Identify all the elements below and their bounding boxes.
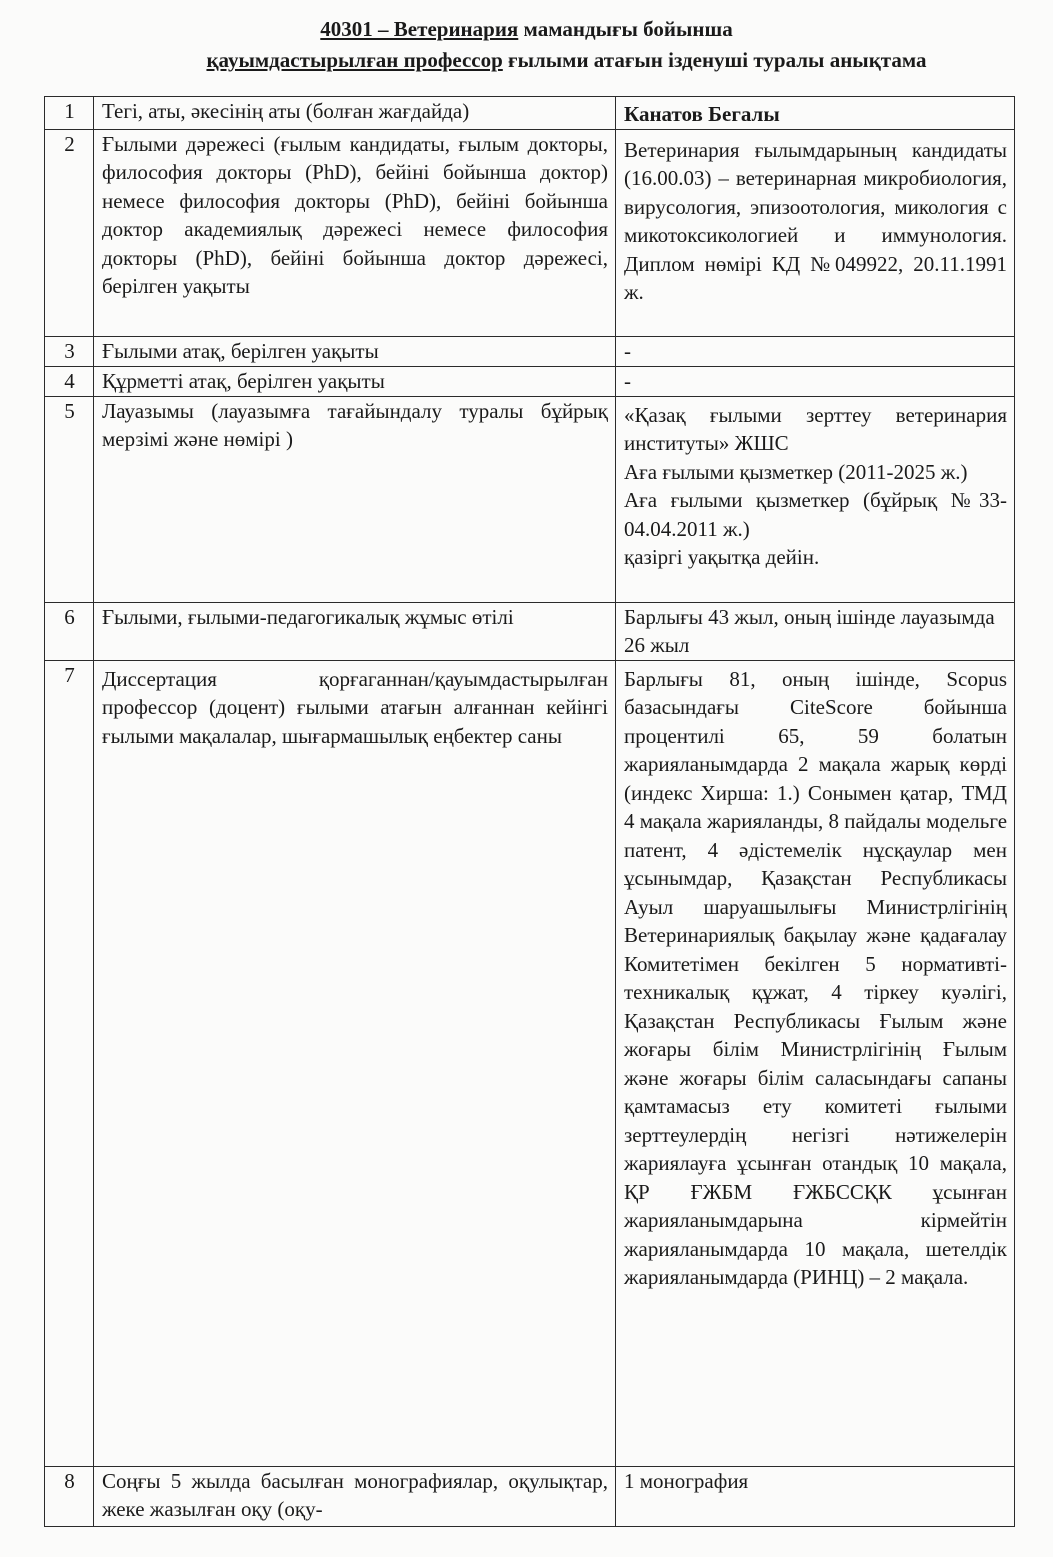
row-number: 4 [45,366,94,396]
row-value: Канатов Бегалы [616,97,1015,130]
table-row [45,1466,1015,1526]
row-value: Барлығы 81, оның ішінде, Scopus базасындағы CiteScore бойынша процентилі 65, 59 болатын жарияланымдарда 2 мақала жарық көрді (индекс Хирша: 1.) Сонымен қатар, ТМД 4 мақала жарияланды, 8 пайдалы модельге патент, 4 әдістемелік нұсқаулар мен ұсынымдар, Қазақстан Республикасы Ауыл шаруашылығы Министрлігінің Ветеринариялық бақылау және қадағалау Комитетімен бекілген 5 нормативті-техникалық құжат, 4 тіркеу куәлігі, Қазақстан Республикасы Ғылым және жоғары білім Министрлігінің Ғылым және жоғары білім саласындағы сапаны қамтамасыз ету комитеті ғылыми зерттеулердің негізгі нәтижелерін жариялауға ұсынған отандық 10 мақала, ҚР ҒЖБМ ҒЖБССҚК ұсынған жарияланымдарына кірмейтін жарияланымдарда 10 мақала, шетелдік жарияланымдарда (РИНЦ) – 2 мақала. [616,660,1015,1466]
academic-rank: қауымдастырылған профессор [206,48,503,72]
table-row [45,602,1015,660]
position-org: «Қазақ ғылыми зерттеу ветеринария институты» ЖШС [624,402,1007,455]
row-label: Тегі, аты, әкесінің аты (болған жағдайда) [94,97,616,130]
row-value [616,396,1015,602]
row-number: 8 [45,1466,94,1526]
row-number: 1 [45,97,94,130]
row-label: Соңғы 5 жылда басылған монографиялар, оқулықтар, жеке жазылған оқу (оқу- [94,1466,616,1526]
row-number: 6 [45,602,94,660]
row-number: 7 [45,660,94,1466]
row-value: - [616,366,1015,396]
table-row [45,396,1015,602]
table-row [45,97,1015,130]
row-number: 2 [45,129,94,336]
heading-text-1: мамандығы бойынша [518,17,733,41]
row-value: Ветеринария ғылымдарының кандидаты (16.00.03) – ветеринарная микробиология, вирусология, эпизоотология, микология с микотоксикологией и иммунология. Диплом нөмірі КД №049922, 20.11.1991 ж. [616,129,1015,336]
row-label: Ғылыми, ғылыми-педагогикалық жұмыс өтілі [94,602,616,660]
row-value: 1 монография [616,1466,1015,1526]
position-title: Аға ғылыми қызметкер (2011-2025 ж.) [624,459,968,484]
row-label: Ғылыми атақ, берілген уақыты [94,336,616,366]
row-label: Құрметті атақ, берілген уақыты [94,366,616,396]
table-row [45,129,1015,336]
specialty-code: 40301 – Ветеринария [320,17,519,41]
table-row [45,660,1015,1466]
document-heading [0,14,1053,76]
heading-line-2 [0,45,1053,76]
row-value: - [616,336,1015,366]
table-row [45,366,1015,396]
heading-line-1 [0,14,1053,45]
row-label: Диссертация қорғаганнан/қауымдастырылған профессор (доцент) ғылыми атағын алғаннан кейінгі ғылыми мақалалар, шығармашылық еңбектер саны [94,660,616,1466]
row-value: Барлығы 43 жыл, оның ішінде лауазымда 26 жыл [616,602,1015,660]
row-label: Лауазымы (лауазымға тағайындалу туралы бұйрық мерзімі және нөмірі ) [94,396,616,602]
table-row [45,336,1015,366]
row-label: Ғылыми дәрежесі (ғылым кандидаты, ғылым докторы, философия докторы (PhD), бейіні бойынша доктор) немесе философия докторы (PhD), бейіні бойынша доктор академиялық дәрежесі немесе философия докторы (PhD), бейіні бойынша доктор дәрежесі, берілген уақыты [94,129,616,336]
position-period: қазіргі уақытқа дейін. [624,545,820,569]
row-number: 3 [45,336,94,366]
row-number: 5 [45,396,94,602]
position-order: Аға ғылыми қызметкер (бұйрық №33-04.04.2011 ж.) [624,488,1007,541]
info-table [44,96,1015,1527]
heading-text-2: ғылыми атағын ізденуші туралы анықтама [502,48,927,72]
